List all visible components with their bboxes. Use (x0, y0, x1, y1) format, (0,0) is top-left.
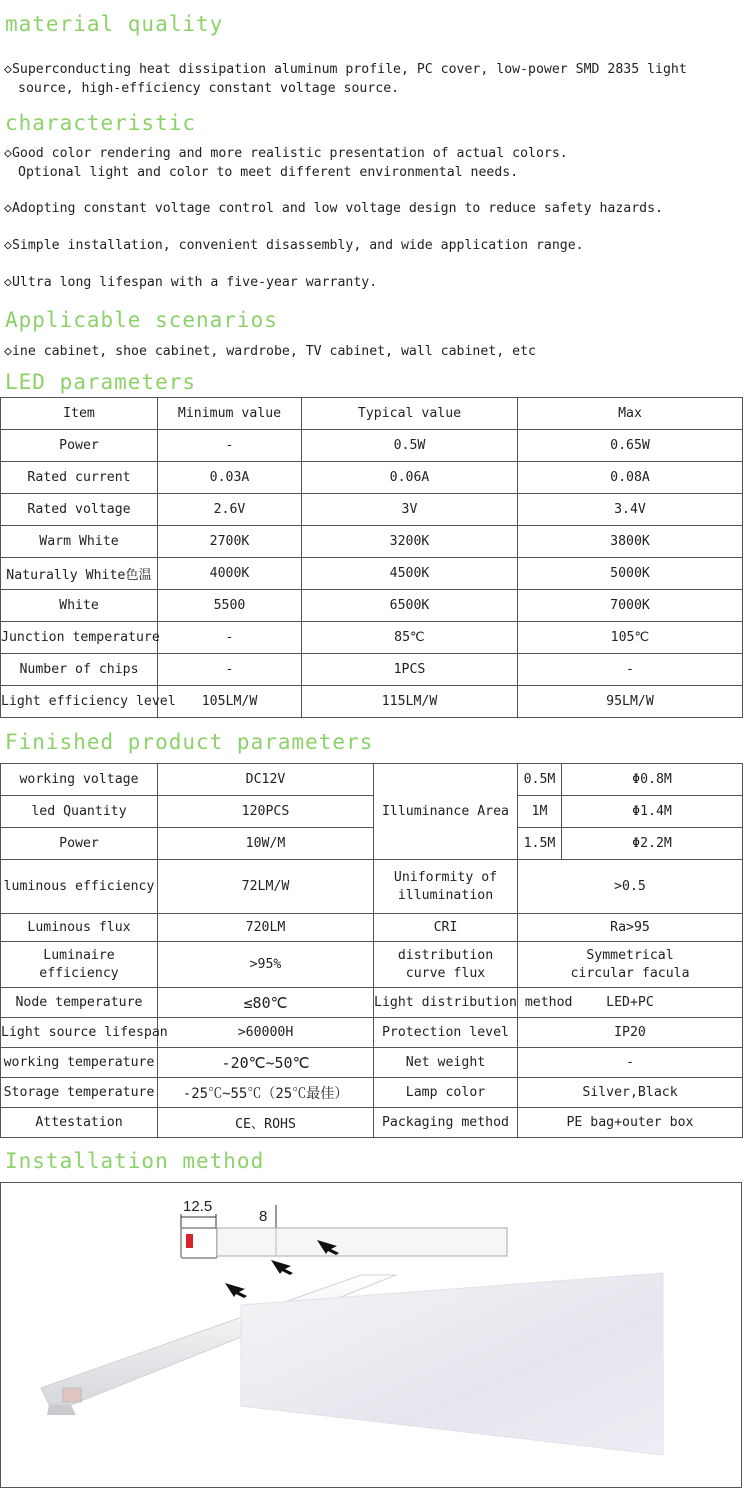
table-cell: DC12V (158, 764, 374, 796)
cell-line: Uniformity of (393, 869, 498, 885)
table-cell: Φ1.4M (562, 796, 743, 828)
table-cell (518, 942, 743, 988)
cell-line: Symmetrical (586, 947, 674, 963)
table-row (1, 430, 743, 462)
cell-line: efficiency (39, 965, 119, 981)
table-cell (1, 942, 158, 988)
table-cell: Rated voltage (1, 494, 158, 526)
characteristic-line: ◇Adopting constant voltage control and low voltage design to reduce safety hazards. (4, 201, 663, 216)
table-cell: Power (1, 430, 158, 462)
characteristic-line: ◇Good color rendering and more realistic presentation of actual colors. (4, 146, 568, 161)
table-cell: 4500K (302, 558, 518, 590)
table-cell: 4000K (158, 558, 302, 590)
led-parameters-heading: LED parameters (5, 370, 197, 394)
table-row (1, 828, 743, 860)
table-row (1, 622, 743, 654)
table-row (1, 526, 743, 558)
table-cell: Number of chips (1, 654, 158, 686)
table-row (1, 462, 743, 494)
characteristic-heading: characteristic (5, 111, 197, 135)
table-cell: 3.4V (518, 494, 743, 526)
table-cell: >60000H (158, 1018, 374, 1048)
arrow-icon (225, 1283, 247, 1298)
header-cell: Max (518, 398, 743, 430)
table-cell: Light source lifespan (1, 1018, 158, 1048)
table-cell: 3800K (518, 526, 743, 558)
table-row (1, 764, 743, 796)
scenarios-heading: Applicable scenarios (5, 308, 278, 332)
table-cell: 1M (518, 796, 562, 828)
table-cell: Ra>95 (518, 914, 743, 942)
table-cell: 0.65W (518, 430, 743, 462)
cross-section-diagram (181, 1198, 507, 1258)
table-cell: CE、ROHS (158, 1108, 374, 1138)
illuminance-area-cell: Illuminance Area (374, 764, 518, 860)
material-quality-heading: material quality (5, 12, 224, 36)
cell-line: curve flux (405, 965, 486, 981)
characteristic-item (4, 144, 568, 182)
table-cell: Rated current (1, 462, 158, 494)
table-cell: Junction temperature (1, 622, 158, 654)
table-cell: 5000K (518, 558, 743, 590)
dim-height-label: 8 (259, 1208, 268, 1225)
table-row (1, 1078, 743, 1108)
header-cell: Typical value (302, 398, 518, 430)
table-cell: Node temperature (1, 988, 158, 1018)
table-cell: 72LM/W (158, 860, 374, 914)
header-cell: Item (1, 398, 158, 430)
table-cell (374, 942, 518, 988)
cell-line: distribution (397, 947, 494, 963)
table-row (1, 654, 743, 686)
dim-width-label: 12.5 (183, 1198, 213, 1215)
table-row (1, 494, 743, 526)
table-cell: Φ2.2M (562, 828, 743, 860)
table-cell: 7000K (518, 590, 743, 622)
table-row (1, 860, 743, 914)
table-cell: luminous efficiency (1, 860, 158, 914)
finished-parameters-heading: Finished product parameters (5, 730, 374, 754)
table-cell: working voltage (1, 764, 158, 796)
led-parameters-table (0, 397, 743, 718)
table-cell: - (518, 1048, 743, 1078)
table-row (1, 1018, 743, 1048)
cell-line: circular facula (570, 965, 690, 981)
table-cell: - (518, 654, 743, 686)
table-cell: Φ0.8M (562, 764, 743, 796)
table-header-row (1, 398, 743, 430)
table-cell: working temperature (1, 1048, 158, 1078)
table-cell: - (158, 622, 302, 654)
table-cell (374, 860, 518, 914)
table-row (1, 590, 743, 622)
header-cell: Minimum value (158, 398, 302, 430)
table-row (1, 796, 743, 828)
scenarios-text: ◇ine cabinet, shoe cabinet, wardrobe, TV cabinet, wall cabinet, etc (4, 344, 536, 359)
table-cell: ≤80℃ (158, 988, 374, 1018)
arrow-icon (271, 1260, 293, 1275)
characteristic-item (4, 273, 377, 292)
table-cell: Attestation (1, 1108, 158, 1138)
table-cell: 3V (302, 494, 518, 526)
table-cell: - (158, 654, 302, 686)
table-cell: Net weight (374, 1048, 518, 1078)
table-cell: - (158, 430, 302, 462)
table-cell: 85℃ (302, 622, 518, 654)
table-row (1, 914, 743, 942)
table-cell: 95LM/W (518, 686, 743, 718)
table-cell: 115LM/W (302, 686, 518, 718)
table-cell: Warm White (1, 526, 158, 558)
diffuser-panel (241, 1273, 663, 1455)
table-cell: 1.5M (518, 828, 562, 860)
installation-drawing (1, 1183, 741, 1487)
table-cell: Light distribution method (374, 988, 518, 1018)
installation-illustration (0, 1182, 742, 1488)
table-cell: 0.5W (302, 430, 518, 462)
table-cell: White (1, 590, 158, 622)
table-cell: Power (1, 828, 158, 860)
table-row (1, 558, 743, 590)
table-cell: 2700K (158, 526, 302, 558)
material-text (4, 60, 687, 98)
led-chip-mark (186, 1234, 193, 1248)
characteristic-line: ◇Simple installation, convenient disassembly, and wide application range. (4, 238, 584, 253)
finished-parameters-table (0, 763, 743, 1138)
cell-line: illumination (397, 887, 494, 903)
material-line-2: source, high-efficiency constant voltage source. (18, 81, 400, 96)
table-cell: Light efficiency level (1, 686, 158, 718)
table-cell: 0.08A (518, 462, 743, 494)
table-cell: >95% (158, 942, 374, 988)
table-row (1, 988, 743, 1018)
table-cell: 6500K (302, 590, 518, 622)
table-cell: Silver,Black (518, 1078, 743, 1108)
table-cell: 2.6V (158, 494, 302, 526)
table-cell: 3200K (302, 526, 518, 558)
characteristic-line: ◇Ultra long lifespan with a five-year warranty. (4, 275, 378, 290)
characteristic-item (4, 199, 663, 218)
table-cell: Luminous flux (1, 914, 158, 942)
table-cell: 0.5M (518, 764, 562, 796)
table-cell: 10W/M (158, 828, 374, 860)
table-cell: Naturally White色温 (1, 558, 158, 590)
table-row (1, 942, 743, 988)
table-cell: -25℃~55℃（25℃最佳） (158, 1078, 374, 1108)
table-cell: Lamp color (374, 1078, 518, 1108)
table-cell: IP20 (518, 1018, 743, 1048)
table-cell: -20℃~50℃ (158, 1048, 374, 1078)
table-cell: 0.03A (158, 462, 302, 494)
table-cell: Packaging method (374, 1108, 518, 1138)
table-cell: Protection level (374, 1018, 518, 1048)
table-cell: 120PCS (158, 796, 374, 828)
table-row (1, 686, 743, 718)
table-row (1, 1108, 743, 1138)
table-cell: 1PCS (302, 654, 518, 686)
table-row (1, 1048, 743, 1078)
characteristic-item (4, 236, 584, 255)
table-cell: LED+PC (518, 988, 743, 1018)
material-line-1: ◇Superconducting heat dissipation aluminum profile, PC cover, low-power SMD 2835 light (4, 62, 687, 77)
table-cell: 105℃ (518, 622, 743, 654)
table-cell: 0.06A (302, 462, 518, 494)
table-cell: CRI (374, 914, 518, 942)
table-cell: 5500 (158, 590, 302, 622)
table-cell: Storage temperature (1, 1078, 158, 1108)
characteristic-line: Optional light and color to meet different environmental needs. (18, 165, 519, 180)
table-cell: PE bag+outer box (518, 1108, 743, 1138)
cell-line: Luminaire (43, 947, 115, 963)
table-cell: 105LM/W (158, 686, 302, 718)
table-cell: 720LM (158, 914, 374, 942)
installation-method-heading: Installation method (5, 1149, 265, 1173)
table-cell: led Quantity (1, 796, 158, 828)
table-cell: >0.5 (518, 860, 743, 914)
